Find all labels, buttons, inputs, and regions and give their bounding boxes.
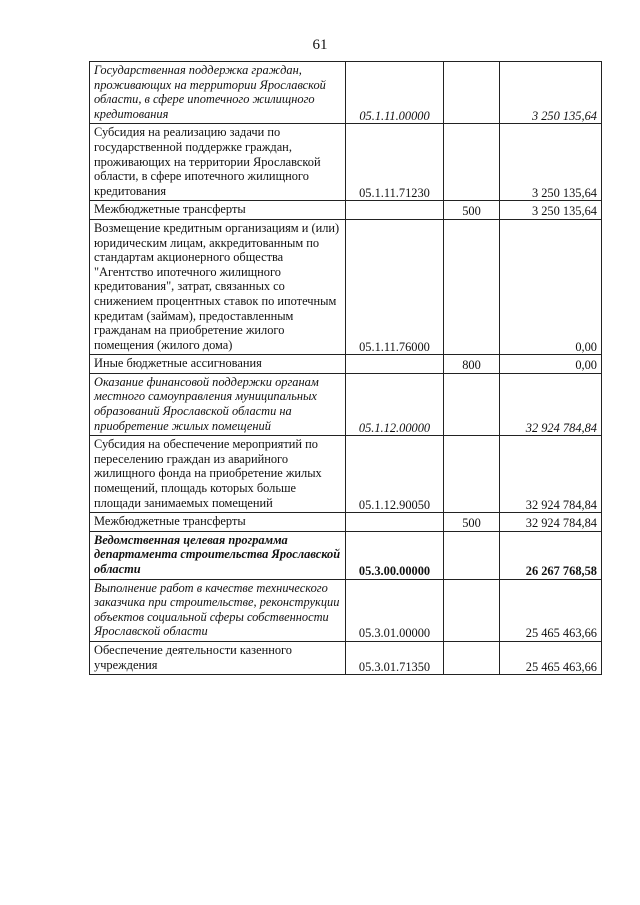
row-expense-type (444, 219, 500, 354)
table-row (90, 373, 602, 435)
row-code (346, 355, 444, 374)
row-name: Возмещение кредитным организациям и (или) юридическим лицам, аккредитованным по стандартам акционерного общества "Агентство ипотечного жилищного кредитования", затрат, связанных со снижением процентных ставок по ипотечным кредитам (займам), предоставленным гражданам на приобретение жилого помещения (жилого дома) (90, 219, 346, 354)
row-sum: 0,00 (500, 219, 602, 354)
row-code: 05.1.11.00000 (346, 62, 444, 124)
row-sum: 26 267 768,58 (500, 531, 602, 579)
row-name: Межбюджетные трансферты (90, 201, 346, 220)
row-name: Выполнение работ в качестве технического заказчика при строительстве, реконструкции объектов социальной сферы собственности Ярославской области (90, 579, 346, 641)
table-row (90, 579, 602, 641)
row-expense-type (444, 579, 500, 641)
row-name: Ведомственная целевая программа департамента строительства Ярославской области (90, 531, 346, 579)
row-code: 05.1.11.71230 (346, 124, 444, 201)
row-code: 05.3.01.00000 (346, 579, 444, 641)
row-sum: 32 924 784,84 (500, 436, 602, 513)
table-row (90, 219, 602, 354)
row-expense-type: 500 (444, 513, 500, 532)
row-name: Межбюджетные трансферты (90, 513, 346, 532)
row-code (346, 201, 444, 220)
row-expense-type (444, 436, 500, 513)
table-row (90, 355, 602, 374)
row-name: Государственная поддержка граждан, проживающих на территории Ярославской области, в сфере ипотечного жилищного кредитования (90, 62, 346, 124)
row-sum: 3 250 135,64 (500, 62, 602, 124)
row-code: 05.3.01.71350 (346, 641, 444, 674)
row-expense-type: 500 (444, 201, 500, 220)
budget-table (89, 61, 602, 675)
row-expense-type (444, 124, 500, 201)
row-expense-type (444, 641, 500, 674)
row-sum: 32 924 784,84 (500, 373, 602, 435)
table-row (90, 436, 602, 513)
table-row (90, 201, 602, 220)
row-sum: 25 465 463,66 (500, 579, 602, 641)
row-name: Субсидия на реализацию задачи по государственной поддержке граждан, проживающих на территории Ярославской области, в сфере ипотечного жилищного кредитования (90, 124, 346, 201)
row-name: Оказание финансовой поддержки органам местного самоуправления муниципальных образований Ярославской области на приобретение жилых помещений (90, 373, 346, 435)
row-code: 05.1.12.90050 (346, 436, 444, 513)
row-expense-type (444, 373, 500, 435)
table-row (90, 531, 602, 579)
row-code: 05.1.12.00000 (346, 373, 444, 435)
row-name: Иные бюджетные ассигнования (90, 355, 346, 374)
row-expense-type (444, 531, 500, 579)
table-row (90, 62, 602, 124)
table-row (90, 641, 602, 674)
row-sum: 3 250 135,64 (500, 201, 602, 220)
row-sum: 3 250 135,64 (500, 124, 602, 201)
row-code: 05.3.00.00000 (346, 531, 444, 579)
row-expense-type (444, 62, 500, 124)
table-row (90, 124, 602, 201)
row-sum: 0,00 (500, 355, 602, 374)
row-name: Обеспечение деятельности казенного учреждения (90, 641, 346, 674)
table-row (90, 513, 602, 532)
row-code (346, 513, 444, 532)
row-expense-type: 800 (444, 355, 500, 374)
row-code: 05.1.11.76000 (346, 219, 444, 354)
row-name: Субсидия на обеспечение мероприятий по переселению граждан из аварийного жилищного фонда на приобретение жилых помещений, площадь которых больше площади занимаемых помещений (90, 436, 346, 513)
row-sum: 25 465 463,66 (500, 641, 602, 674)
row-sum: 32 924 784,84 (500, 513, 602, 532)
page-number: 61 (312, 37, 328, 53)
